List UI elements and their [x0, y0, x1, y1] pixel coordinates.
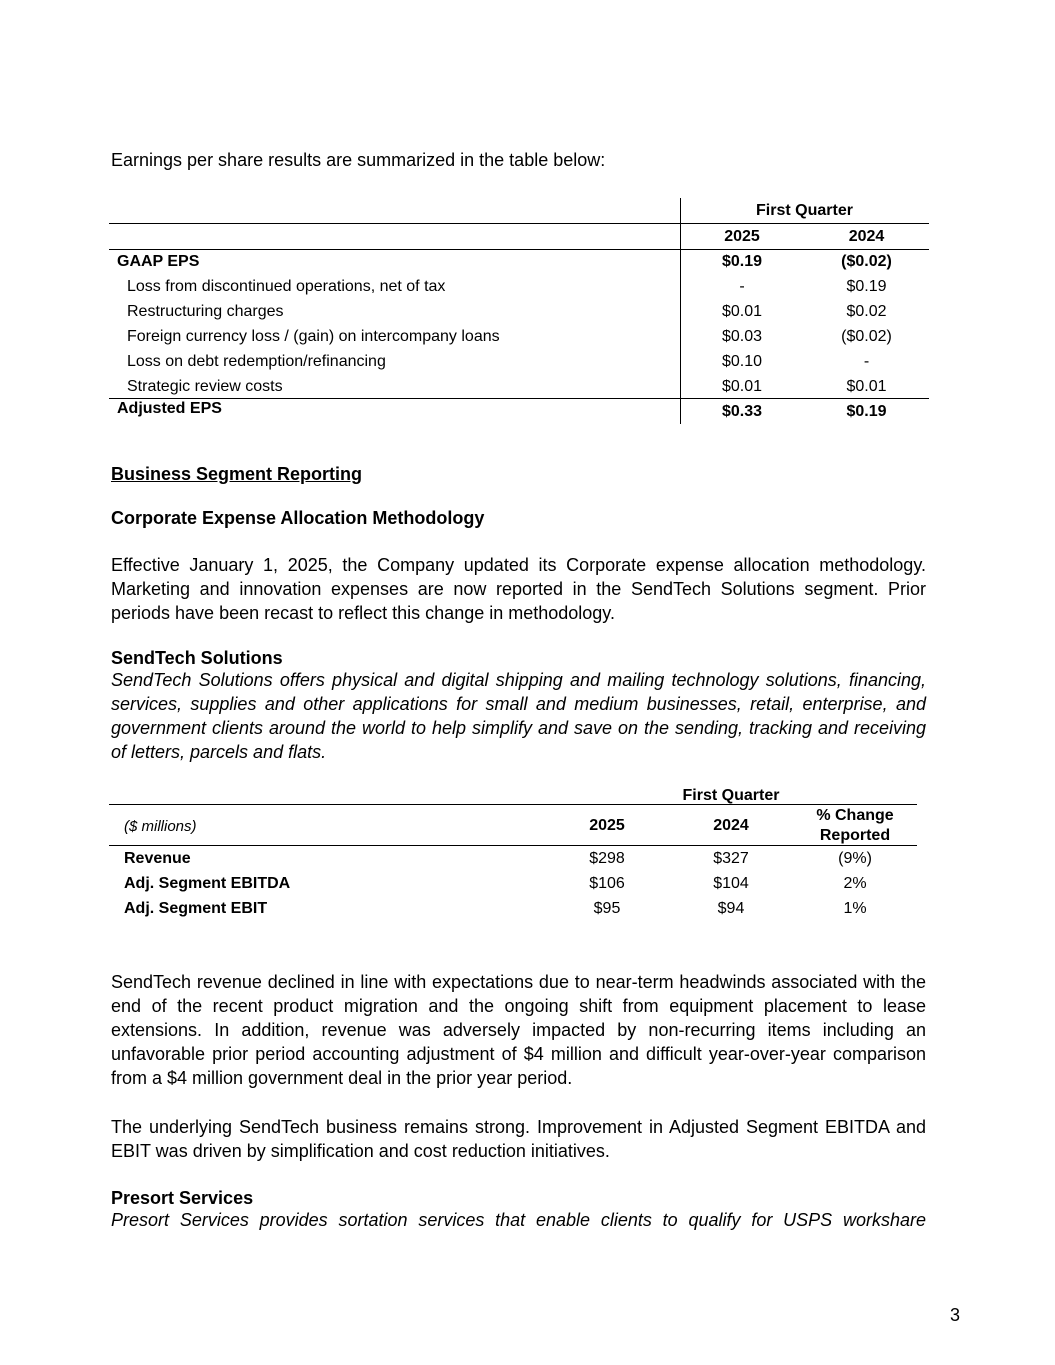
row-label: Revenue: [124, 850, 191, 867]
value-2025: $298: [589, 850, 625, 867]
value-2024: $104: [713, 875, 749, 892]
value-change: (9%): [838, 850, 872, 867]
eps-year-2025: 2025: [724, 228, 760, 245]
sendtech-description: SendTech Solutions offers physical and digital shipping and mailing technology solutions, financing, services, supplies and other applications for small and medium businesses, retail, enterprise, and government clients around the world to help simplify and save on the sending, tracking and receiving of letters, parcels and flats.: [111, 670, 926, 762]
col-2025: 2025: [589, 817, 625, 834]
eps-row: [109, 374, 929, 399]
value-change: 2%: [843, 875, 867, 892]
alloc-text: Effective January 1, 2025, the Company updated its Corporate expense allocation methodology. Marketing and innovation expenses are now reported in the SendTech Solutions segment. Prior periods have been recast to reflect this change in methodology.: [111, 555, 926, 623]
value-2025: $0.03: [721, 328, 763, 345]
intro-text: Earnings per share results are summarized in the table below:: [111, 150, 606, 170]
row-label: Foreign currency loss / (gain) on intercompany loans: [127, 328, 500, 345]
eps-row-gaap: [109, 249, 929, 274]
row-label: Adjusted EPS: [117, 400, 222, 417]
value-2025: $95: [593, 900, 621, 917]
value-2024: ($0.02): [841, 253, 892, 270]
row-label: Restructuring charges: [127, 303, 284, 320]
value-2024: $327: [713, 850, 749, 867]
sendtech-paragraph-1: SendTech revenue declined in line with expectations due to near-term headwinds associated with the end of the recent product migration and the ongoing shift from equipment placement to lease extensions. In addition, revenue was adversely impacted by non-recurring items including an unfavorable prior period accounting adjustment of $4 million and difficult year-over-year comparison from a $4 million government deal in the prior year period.: [111, 972, 926, 1088]
row-label: GAAP EPS: [117, 253, 200, 270]
col-change-line1: % Change: [816, 807, 894, 824]
alloc-heading: Corporate Expense Allocation Methodology: [111, 508, 485, 528]
eps-row: [109, 299, 929, 324]
sendtech-heading: SendTech Solutions: [111, 648, 283, 668]
eps-row: [109, 349, 929, 374]
value-2025: $0.01: [721, 303, 763, 320]
value-2024: ($0.02): [841, 328, 892, 345]
sendtech-period-header: First Quarter: [682, 787, 780, 804]
row-label: Adj. Segment EBITDA: [124, 875, 291, 892]
divider: [109, 804, 917, 805]
eps-row-adjusted: [109, 399, 929, 424]
eps-period-header-row: [109, 198, 929, 223]
value-2025: $0.10: [721, 353, 763, 370]
value-2024: -: [863, 353, 870, 370]
row-label: Adj. Segment EBIT: [124, 900, 268, 917]
section-heading: Business Segment Reporting: [111, 464, 363, 484]
eps-year-2024: 2024: [848, 228, 885, 245]
value-2024: $0.19: [846, 403, 887, 420]
eps-period-header: First Quarter: [756, 202, 853, 219]
presort-description: Presort Services provides sortation services that enable clients to qualify for USPS workshare: [111, 1210, 926, 1230]
page-number: 3: [950, 1305, 961, 1325]
row-label: Loss on debt redemption/refinancing: [127, 353, 386, 370]
col-2024: 2024: [713, 817, 749, 834]
eps-year-header-row: [109, 224, 929, 249]
units-label: ($ millions): [124, 818, 197, 835]
value-2024: $0.02: [846, 303, 887, 320]
divider: [109, 845, 917, 846]
presort-heading: Presort Services: [111, 1188, 254, 1208]
value-2024: $0.01: [846, 378, 887, 395]
value-2025: $0.19: [721, 253, 763, 270]
value-change: 1%: [843, 900, 867, 917]
row-label: Loss from discontinued operations, net of tax: [127, 278, 446, 295]
value-2025: -: [739, 278, 745, 295]
sendtech-paragraph-2: The underlying SendTech business remains strong. Improvement in Adjusted Segment EBITDA and EBIT was driven by simplification and cost reduction initiatives.: [111, 1117, 926, 1161]
value-2024: $0.19: [846, 278, 887, 295]
row-label: Strategic review costs: [127, 378, 283, 395]
eps-row: [109, 274, 929, 299]
col-change-line2: Reported: [819, 827, 891, 844]
value-2025: $106: [589, 875, 625, 892]
value-2025: $0.01: [721, 378, 763, 395]
eps-row: [109, 324, 929, 349]
value-2024: $94: [717, 900, 745, 917]
value-2025: $0.33: [721, 403, 763, 420]
